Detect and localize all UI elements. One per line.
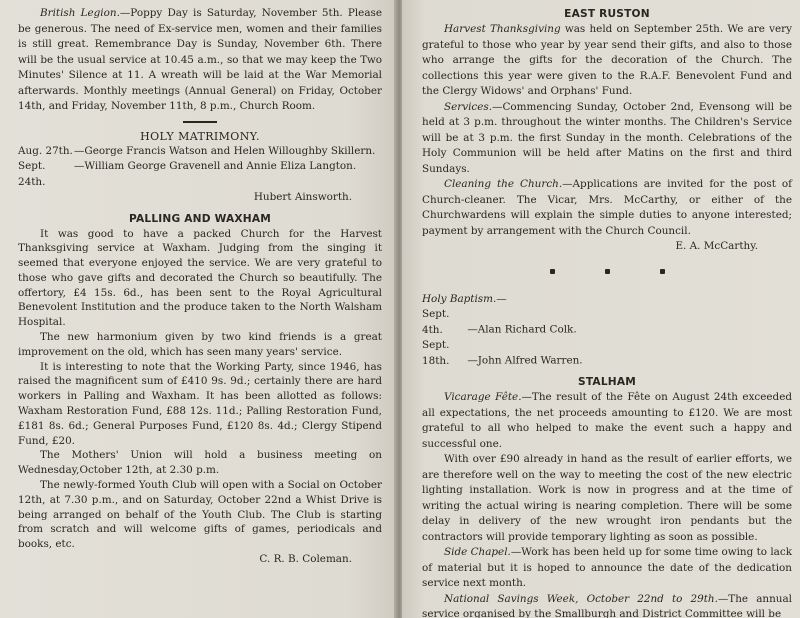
chapel-title: Side Chapel. [444, 546, 511, 558]
palling-waxham-heading: PALLING AND WAXHAM [128, 212, 271, 225]
chapel-text: —Work has been held up for some time owing to lack of material but it is hoped to announce the date of the dedication service next month. [422, 546, 792, 589]
holy-matrimony-heading: HOLY MATRIMONY. [140, 129, 260, 143]
palling-paragraph: The new harmonium given by two kind friends is a great improvement on the old, which has seen many years' service. [18, 331, 382, 358]
section-divider [183, 121, 217, 123]
divider-dot [660, 269, 665, 274]
right-page [402, 0, 800, 618]
baptism-entry [422, 338, 792, 369]
matrimony-date: Aug. 27th. [18, 144, 73, 157]
east-ruston-heading: EAST RUSTON [564, 8, 650, 20]
left-page [0, 0, 396, 618]
cleaning-title: Cleaning the Church. [444, 178, 563, 190]
british-legion-text: —Poppy Day is Saturday, November 5th. Please be generous. The need of Ex-service men, women and their families is still great. Remembrance Day is Sunday, November 6th. There will be the usual service at 10.45 a.m., so that we may keep the Two Minutes' Silence at 11. A wreath will be laid at the War Memorial afterwards. Monthly meetings (Annual General) on Friday, October 14th, and Friday, November 11th, 8 p.m., Church Room. [18, 7, 382, 112]
services-title: Services. [444, 100, 493, 113]
savings-notice [422, 592, 792, 618]
british-legion-notice [18, 6, 382, 115]
cleaning-notice [422, 177, 792, 239]
fete-notice [422, 390, 792, 452]
palling-paragraph: The Mothers' Union will hold a business meeting on Wednesday,October 12th, at 2.30 p.m. [18, 449, 382, 477]
services-text: —Commencing Sunday, October 2nd, Evensong will be held at 3 p.m. throughout the winter months. The Children's Service will be at 3 p.m. the first Sunday in the month. Celebrations of the Holy Communion will be held after Matins on the first and third Sundays. [422, 100, 792, 175]
matrimony-date: Sept. 24th. [18, 160, 46, 188]
baptism-date: Sept. 18th. [422, 339, 450, 367]
matrimony-names: —George Francis Watson and Helen Willoughby Skillern. [74, 144, 376, 157]
baptism-name: —Alan Richard Colk. [467, 323, 577, 336]
stalham-heading: STALHAM [578, 376, 636, 388]
british-legion-title: British Legion. [40, 7, 120, 19]
lighting-notice: With over £90 already in hand as the result of earlier efforts, we are therefore well on the way to meeting the cost of the new electric lighting installation. Work is now in progress and at the time of writing the actual wiring is nearing completion. There will be some delay in delivery of the new wrought iron pendants but the contractors will provide temporary lighting as soon as possible. [422, 453, 792, 543]
matrimony-entry [18, 159, 382, 190]
harvest-title: Harvest Thanksgiving [444, 23, 561, 35]
savings-title: National Savings Week, October 22nd to 29th. [444, 592, 718, 605]
baptism-date: Sept. 4th. [422, 308, 450, 336]
palling-paragraph: It was good to have a packed Church for the Harvest Thanksgiving service at Waxham. Judging from the singing it seemed that everyone enjoyed the service. We are very grateful to those who gave gifts and decorated the Church so beautifully. The offertory, £4 15s. 6d., has been sent to the Royal Agricultural Benevolent Institution and the produce taken to the North Walsham Hospital. [18, 227, 382, 329]
palling-paragraph: It is interesting to note that the Working Party, since 1946, has raised the magnificent sum of £410 9s. 9d.; certainly there are hard workers in Palling and Waxham. It has been allotted as follows: Waxham Restoration Fund, £88 12s. 11d.; Palling Restoration Fund, £181 8s. 6d.; General Purposes Fund, £120 8s. 4d.; Clergy Stipend Fund, £20. [18, 360, 382, 447]
fete-text: —The result of the Fête on August 24th exceeded all expectations, the net proceeds amounting to £120. We are most grateful to all who helped to make the event such a happy and successful one. [422, 391, 792, 450]
cleaning-text: —Applications are invited for the post of Church-cleaner. The Vicar, Mrs. McCarthy, or either of the Churchwardens will explain the simple duties to anyone interested; payment by arrangement with the Church Council. [422, 178, 792, 237]
palling-signature: C. R. B. Coleman. [259, 553, 352, 566]
east-ruston-signature: E. A. McCarthy. [675, 240, 758, 252]
fete-title: Vicarage Fête. [444, 391, 522, 403]
services-notice [422, 100, 792, 178]
harvest-notice [422, 22, 792, 100]
baptism-name: —John Alfred Warren. [467, 354, 583, 367]
divider-dot [605, 269, 610, 274]
savings-text: —The annual service organised by the Smallburgh and District Committee will be [422, 592, 792, 618]
harvest-text: was held on September 25th. We are very grateful to those who year by year send their gifts, and also to those who arrange the gifts for the decoration of the Church. The collections this year were given to the R.A.F. Benevolent Fund and the Clergy Widows' and Orphans' Fund. [422, 23, 792, 97]
baptism-title: Holy Baptism.— [422, 292, 507, 305]
chapel-notice [422, 545, 792, 592]
matrimony-entry [18, 144, 382, 160]
matrimony-names: —William George Gravenell and Annie Eliza Langton. [74, 160, 357, 172]
divider-dot [550, 269, 555, 274]
section-divider-dots [422, 269, 792, 274]
baptism-entry [422, 307, 792, 338]
palling-paragraph: The newly-formed Youth Club will open with a Social on October 12th, at 7.30 p.m., and on Saturday, October 22nd a Whist Drive is being arranged on behalf of the Youth Club. The Club is starting from scratch and will welcome gifts of games, periodicals and books, etc. [18, 479, 382, 551]
matrimony-officiant: Hubert Ainsworth. [253, 191, 352, 203]
